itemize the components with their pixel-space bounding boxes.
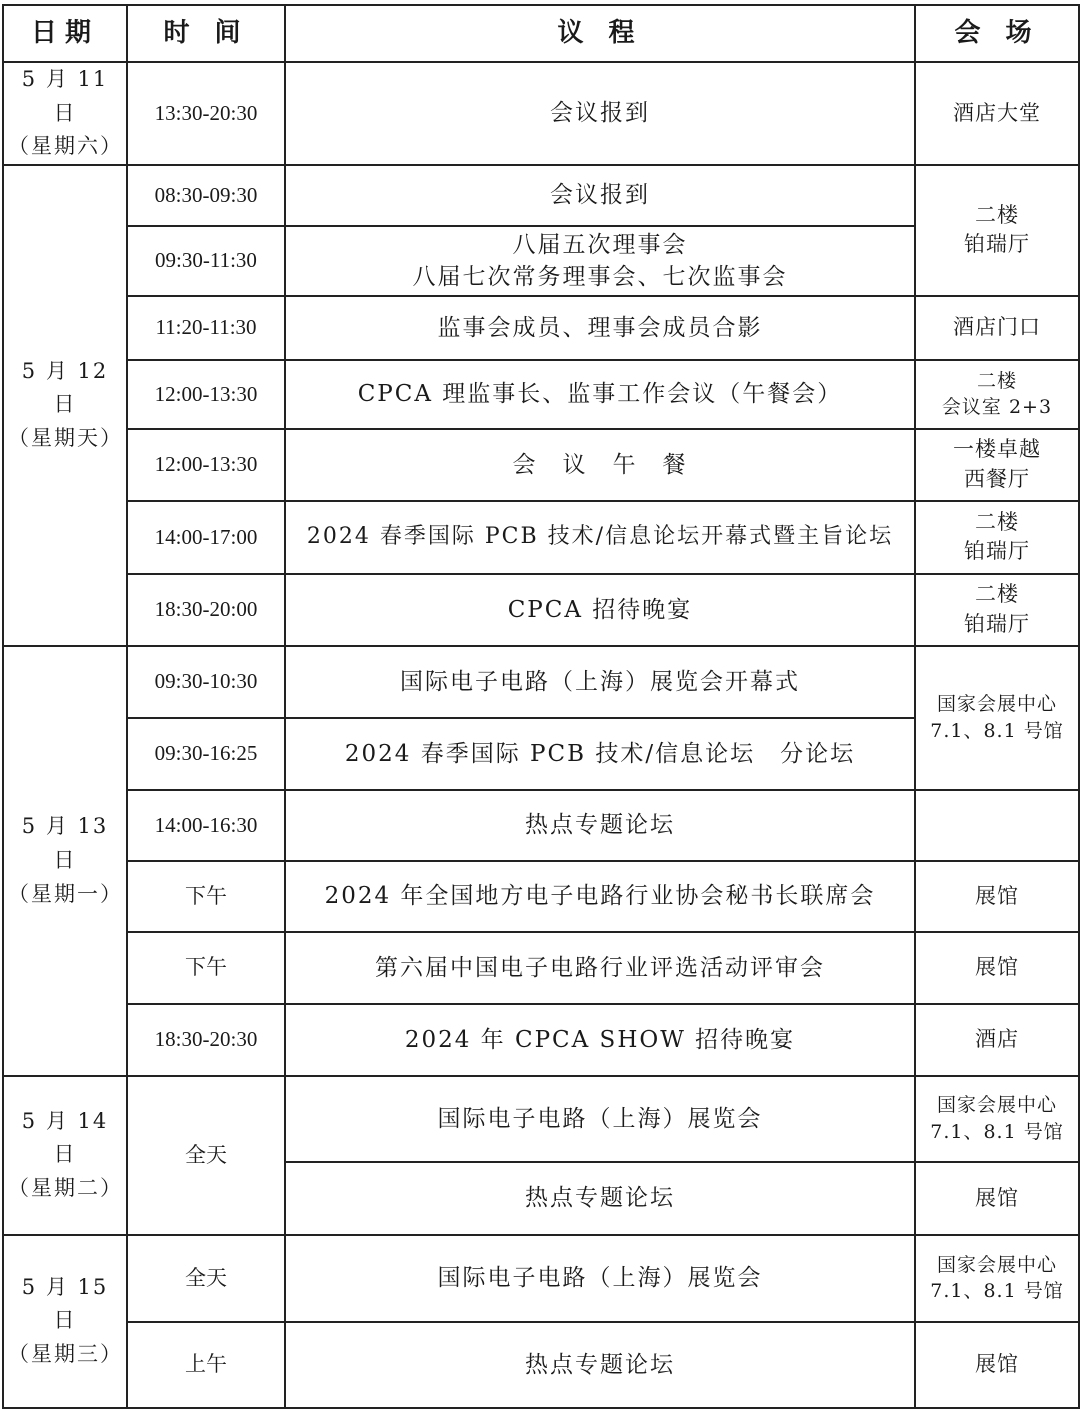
venue-line: 一楼卓越: [953, 437, 1041, 462]
time-cell: 11:20-11:30: [127, 296, 285, 360]
time-cell: 全天: [127, 1076, 285, 1235]
table-row: [3, 1076, 1079, 1162]
venue-cell: [915, 165, 1079, 296]
time-cell: 09:30-11:30: [127, 226, 285, 296]
venue-cell: [915, 574, 1079, 646]
header-date: 日期: [3, 5, 127, 62]
venue-line: 铂瑞厅: [964, 232, 1030, 257]
table-row: [3, 646, 1079, 718]
venue-line: 国家会展中心: [936, 1094, 1057, 1117]
time-cell: 18:30-20:00: [127, 574, 285, 646]
agenda-line: 八届七次常务理事会、七次监事会: [412, 263, 788, 290]
date-text: 5 月 12 日: [21, 358, 109, 417]
venue-line: 会议室 2+3: [941, 396, 1053, 419]
table-row: [3, 429, 1079, 501]
venue-cell: [915, 1235, 1079, 1322]
agenda-cell: 国际电子电路（上海）展览会开幕式: [285, 646, 915, 718]
agenda-cell: 2024 春季国际 PCB 技术/信息论坛 分论坛: [285, 718, 915, 790]
agenda-cell: 热点专题论坛: [285, 790, 915, 861]
weekday-text: （星期二）: [8, 1176, 123, 1201]
agenda-cell: 2024 年 CPCA SHOW 招待晚宴: [285, 1004, 915, 1076]
date-cell: [3, 1076, 127, 1235]
venue-cell: 酒店门口: [915, 296, 1079, 360]
time-cell: 09:30-10:30: [127, 646, 285, 718]
table-row: [3, 1004, 1079, 1076]
time-cell: 14:00-16:30: [127, 790, 285, 861]
time-cell: 18:30-20:30: [127, 1004, 285, 1076]
agenda-cell: 会议报到: [285, 165, 915, 226]
date-text: 5 月 14 日: [21, 1108, 109, 1167]
date-cell: [3, 1235, 127, 1408]
time-cell: 上午: [127, 1322, 285, 1408]
agenda-cell: 2024 春季国际 PCB 技术/信息论坛开幕式暨主旨论坛: [285, 501, 915, 574]
venue-line: 二楼: [975, 509, 1019, 534]
time-cell: 下午: [127, 861, 285, 932]
venue-line: 国家会展中心: [936, 693, 1057, 716]
venue-line: 二楼: [976, 369, 1017, 392]
time-cell: 12:00-13:30: [127, 360, 285, 429]
table-row: [3, 932, 1079, 1004]
header-venue: 会 场: [915, 5, 1079, 62]
agenda-cell: [285, 226, 915, 296]
date-text: 5 月 15 日: [21, 1274, 109, 1333]
venue-line: 铂瑞厅: [964, 539, 1030, 564]
venue-cell: 展馆: [915, 932, 1079, 1004]
venue-cell: [915, 360, 1079, 429]
venue-cell: 酒店: [915, 1004, 1079, 1076]
weekday-text: （星期一）: [8, 881, 123, 906]
venue-cell: 展馆: [915, 861, 1079, 932]
table-row: [3, 296, 1079, 360]
agenda-cell: 会 议 午 餐: [285, 429, 915, 501]
agenda-cell: 热点专题论坛: [285, 1162, 915, 1235]
time-cell: 下午: [127, 932, 285, 1004]
header-time: 时 间: [127, 5, 285, 62]
agenda-cell: 监事会成员、理事会成员合影: [285, 296, 915, 360]
agenda-cell: 第六届中国电子电路行业评选活动评审会: [285, 932, 915, 1004]
venue-line: 二楼: [975, 582, 1019, 607]
agenda-cell: CPCA 理监事长、监事工作会议（午餐会）: [285, 360, 915, 429]
venue-line: 7.1、8.1 号馆: [930, 1120, 1064, 1143]
date-text: 5 月 13 日: [21, 814, 109, 872]
venue-cell: 酒店大堂: [915, 62, 1079, 165]
time-cell: 全天: [127, 1235, 285, 1322]
time-cell: 09:30-16:25: [127, 718, 285, 790]
header-row: [3, 5, 1079, 62]
time-cell: 13:30-20:30: [127, 62, 285, 165]
venue-cell: [915, 1076, 1079, 1162]
agenda-cell: 热点专题论坛: [285, 1322, 915, 1408]
agenda-cell: 国际电子电路（上海）展览会: [285, 1076, 915, 1162]
agenda-cell: 2024 年全国地方电子电路行业协会秘书长联席会: [285, 861, 915, 932]
table-row: [3, 165, 1079, 226]
table-row: [3, 790, 1079, 861]
agenda-cell: 会议报到: [285, 62, 915, 165]
agenda-cell: CPCA 招待晚宴: [285, 574, 915, 646]
table-row: [3, 1235, 1079, 1322]
venue-line: 铂瑞厅: [964, 611, 1030, 636]
table-row: [3, 861, 1079, 932]
schedule-table: [2, 4, 1080, 1409]
weekday-text: （星期六）: [8, 134, 123, 159]
venue-cell: [915, 790, 1079, 861]
table-row: [3, 360, 1079, 429]
date-cell: [3, 62, 127, 165]
date-text: 5 月 11 日: [21, 67, 109, 125]
time-cell: 14:00-17:00: [127, 501, 285, 574]
date-cell: [3, 165, 127, 646]
venue-line: 7.1、8.1 号馆: [930, 1280, 1064, 1303]
venue-cell: 展馆: [915, 1162, 1079, 1235]
table-row: [3, 62, 1079, 165]
date-cell: [3, 646, 127, 1076]
table-row: [3, 574, 1079, 646]
time-cell: 12:00-13:30: [127, 429, 285, 501]
venue-cell: [915, 429, 1079, 501]
venue-line: 7.1、8.1 号馆: [930, 719, 1064, 742]
header-agenda: 议 程: [285, 5, 915, 62]
weekday-text: （星期三）: [8, 1342, 123, 1367]
venue-line: 西餐厅: [964, 466, 1030, 491]
agenda-cell: 国际电子电路（上海）展览会: [285, 1235, 915, 1322]
venue-line: 二楼: [975, 202, 1019, 227]
venue-cell: [915, 646, 1079, 790]
table-row: [3, 501, 1079, 574]
venue-line: 国家会展中心: [936, 1253, 1057, 1276]
agenda-line: 八届五次理事会: [512, 231, 688, 258]
weekday-text: （星期天）: [8, 426, 123, 451]
time-cell: 08:30-09:30: [127, 165, 285, 226]
venue-cell: [915, 501, 1079, 574]
venue-cell: 展馆: [915, 1322, 1079, 1408]
table-row: [3, 1322, 1079, 1408]
